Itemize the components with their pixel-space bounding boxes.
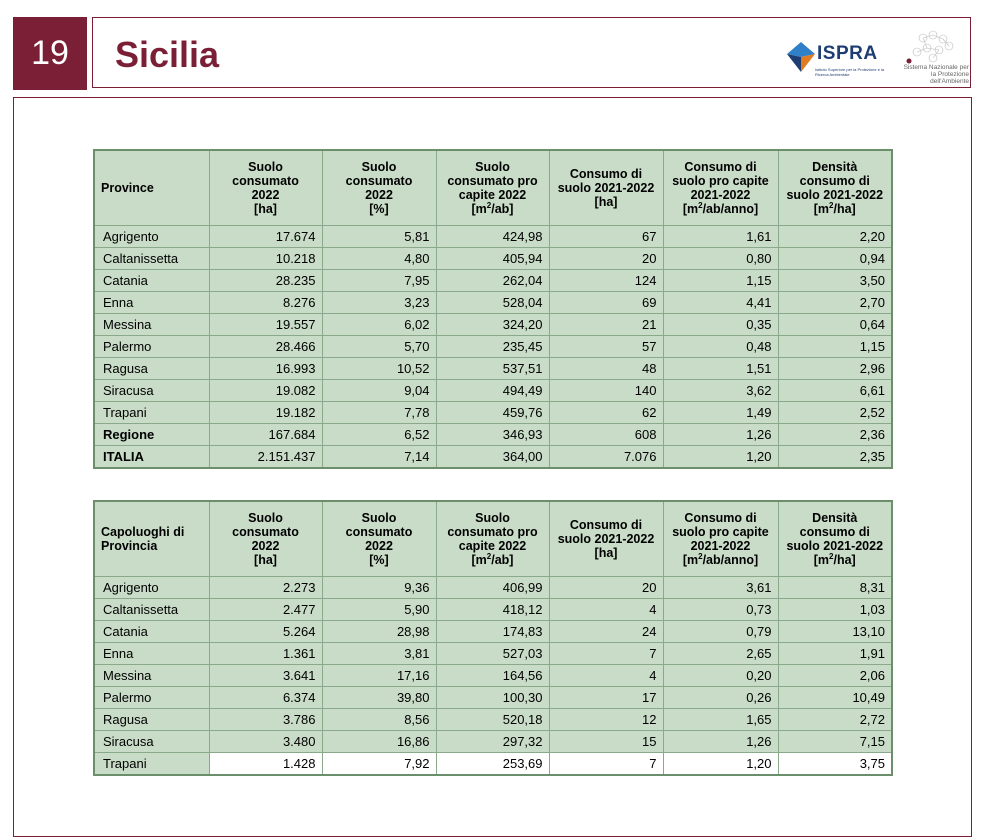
table-cell: 2,52 <box>778 401 892 423</box>
table-cell: 28,98 <box>322 620 436 642</box>
table-cell: 1,91 <box>778 642 892 664</box>
table-cell: 9,36 <box>322 576 436 598</box>
table-row <box>94 247 892 269</box>
table-cell: 0,64 <box>778 313 892 335</box>
table-cell: 62 <box>549 401 663 423</box>
table-cell: 418,12 <box>436 598 549 620</box>
column-header: Consumo di suolo 2021-2022 [ha] <box>549 150 663 225</box>
table-cell: 0,26 <box>663 686 778 708</box>
table-cell: 2.477 <box>209 598 322 620</box>
table-cell: 297,32 <box>436 730 549 752</box>
table-row <box>94 686 892 708</box>
table-cell: 0,48 <box>663 335 778 357</box>
table-cell: 7,92 <box>322 752 436 775</box>
table-cell: 7,15 <box>778 730 892 752</box>
table-row <box>94 730 892 752</box>
column-header: Suolo consumato 2022 [ha] <box>209 501 322 576</box>
row-label: ITALIA <box>94 445 209 468</box>
table-cell: 0,20 <box>663 664 778 686</box>
table-cell: 69 <box>549 291 663 313</box>
table-cell: 1,26 <box>663 423 778 445</box>
table-row <box>94 269 892 291</box>
table-cell: 164,56 <box>436 664 549 686</box>
table-cell: 16.993 <box>209 357 322 379</box>
table-cell: 3,61 <box>663 576 778 598</box>
column-header: Capoluoghi di Provincia <box>94 501 209 576</box>
column-header: Densità consumo di suolo 2021-2022 $[m^2/ha]$ <box>778 501 892 576</box>
table-cell: 21 <box>549 313 663 335</box>
snpa-network-icon <box>903 30 963 64</box>
chapter-number: 19 <box>13 17 87 90</box>
table-cell: 0,73 <box>663 598 778 620</box>
row-label: Palermo <box>94 686 209 708</box>
table-cell: 124 <box>549 269 663 291</box>
row-label: Messina <box>94 313 209 335</box>
province-table <box>93 149 893 469</box>
table-cell: 167.684 <box>209 423 322 445</box>
table-cell: 2,35 <box>778 445 892 468</box>
table-cell: 19.182 <box>209 401 322 423</box>
table-cell: 8.276 <box>209 291 322 313</box>
table-cell: 2.151.437 <box>209 445 322 468</box>
row-label: Siracusa <box>94 730 209 752</box>
header-bar <box>92 17 971 88</box>
table-cell: 10,49 <box>778 686 892 708</box>
table-cell: 7,78 <box>322 401 436 423</box>
table-cell: 17,16 <box>322 664 436 686</box>
table-cell: 6,52 <box>322 423 436 445</box>
table-cell: 13,10 <box>778 620 892 642</box>
row-label: Ragusa <box>94 708 209 730</box>
table-cell: 1,20 <box>663 445 778 468</box>
table-row <box>94 357 892 379</box>
table-cell: 12 <box>549 708 663 730</box>
row-label: Palermo <box>94 335 209 357</box>
table-cell: 100,30 <box>436 686 549 708</box>
table-cell: 1,61 <box>663 225 778 247</box>
capoluoghi-table <box>93 500 893 776</box>
table-cell: 0,35 <box>663 313 778 335</box>
row-label: Enna <box>94 291 209 313</box>
table-cell: 67 <box>549 225 663 247</box>
table-cell: 15 <box>549 730 663 752</box>
table-cell: 5,90 <box>322 598 436 620</box>
table-header-row <box>94 501 892 576</box>
table-cell: 424,98 <box>436 225 549 247</box>
table-header-row <box>94 150 892 225</box>
table-cell: 1,15 <box>663 269 778 291</box>
table-cell: 6,02 <box>322 313 436 335</box>
table-cell: 3.786 <box>209 708 322 730</box>
ispra-wordmark: ISPRA <box>817 43 878 64</box>
table-cell: 17.674 <box>209 225 322 247</box>
table-cell: 2,06 <box>778 664 892 686</box>
ispra-logo <box>787 40 885 86</box>
table-cell: 8,56 <box>322 708 436 730</box>
table-cell: 7.076 <box>549 445 663 468</box>
table-cell: 1,26 <box>663 730 778 752</box>
column-header: Province <box>94 150 209 225</box>
column-header: Densità consumo di suolo 2021-2022 $[m^2/ha]$ <box>778 150 892 225</box>
table-cell: 4,41 <box>663 291 778 313</box>
table-cell: 2,36 <box>778 423 892 445</box>
table-cell: 16,86 <box>322 730 436 752</box>
table-cell: 9,04 <box>322 379 436 401</box>
table-cell: 0,80 <box>663 247 778 269</box>
table-row <box>94 708 892 730</box>
table-cell: 20 <box>549 576 663 598</box>
table-cell: 3,50 <box>778 269 892 291</box>
column-header: Suolo consumato 2022 [ha] <box>209 150 322 225</box>
table-cell: 57 <box>549 335 663 357</box>
table-cell: 7,95 <box>322 269 436 291</box>
table-cell: 4,80 <box>322 247 436 269</box>
row-label: Trapani <box>94 752 209 775</box>
table-row <box>94 335 892 357</box>
row-label: Siracusa <box>94 379 209 401</box>
page-title: Sicilia <box>115 34 220 75</box>
row-label: Agrigento <box>94 225 209 247</box>
table-cell: 39,80 <box>322 686 436 708</box>
column-header: Consumo di suolo 2021-2022 [ha] <box>549 501 663 576</box>
table-cell: 1.361 <box>209 642 322 664</box>
table-cell: 174,83 <box>436 620 549 642</box>
table-cell: 5,70 <box>322 335 436 357</box>
table-cell: 3.480 <box>209 730 322 752</box>
table-row <box>94 225 892 247</box>
table-cell: 10,52 <box>322 357 436 379</box>
table-cell: 7 <box>549 642 663 664</box>
table-cell: 1.428 <box>209 752 322 775</box>
table-cell: 527,03 <box>436 642 549 664</box>
table-cell: 8,31 <box>778 576 892 598</box>
table-cell: 608 <box>549 423 663 445</box>
table-cell: 253,69 <box>436 752 549 775</box>
table-cell: 4 <box>549 598 663 620</box>
table-cell: 2,96 <box>778 357 892 379</box>
ispra-diamond-icon <box>787 42 815 72</box>
table-row <box>94 379 892 401</box>
column-header: Suolo consumato 2022 [%] <box>322 501 436 576</box>
table-cell: 1,03 <box>778 598 892 620</box>
table-cell: 28.235 <box>209 269 322 291</box>
table-cell: 6.374 <box>209 686 322 708</box>
table-cell: 28.466 <box>209 335 322 357</box>
table-cell: 7,14 <box>322 445 436 468</box>
table-cell: 0,94 <box>778 247 892 269</box>
row-label: Catania <box>94 269 209 291</box>
table-row <box>94 401 892 423</box>
column-header: Consumo di suolo pro capite 2021-2022 $[m^2/ab/anno]$ <box>663 501 778 576</box>
table-cell: 3,62 <box>663 379 778 401</box>
row-label: Enna <box>94 642 209 664</box>
table-cell: 3.641 <box>209 664 322 686</box>
table-cell: 1,49 <box>663 401 778 423</box>
table-cell: 0,79 <box>663 620 778 642</box>
table-cell: 324,20 <box>436 313 549 335</box>
table-cell: 405,94 <box>436 247 549 269</box>
row-label: Regione <box>94 423 209 445</box>
table-cell: 5,81 <box>322 225 436 247</box>
column-header: Suolo consumato pro capite 2022 $[m^2/ab]$ <box>436 150 549 225</box>
table-cell: 2,70 <box>778 291 892 313</box>
table-cell: 2,65 <box>663 642 778 664</box>
table-row <box>94 576 892 598</box>
table-row <box>94 313 892 335</box>
table-cell: 19.082 <box>209 379 322 401</box>
table-cell: 346,93 <box>436 423 549 445</box>
table-row <box>94 642 892 664</box>
table-cell: 1,15 <box>778 335 892 357</box>
row-label: Catania <box>94 620 209 642</box>
column-header: Suolo consumato 2022 [%] <box>322 150 436 225</box>
table-cell: 459,76 <box>436 401 549 423</box>
ispra-subtitle: Istituto Superiore per la Protezione e la Ricerca Ambientale <box>815 67 885 77</box>
table-cell: 6,61 <box>778 379 892 401</box>
table-cell: 10.218 <box>209 247 322 269</box>
table-cell: 3,75 <box>778 752 892 775</box>
table-cell: 528,04 <box>436 291 549 313</box>
table-cell: 3,81 <box>322 642 436 664</box>
table-row <box>94 598 892 620</box>
table-cell: 2,72 <box>778 708 892 730</box>
table-cell: 2,20 <box>778 225 892 247</box>
table-row <box>94 620 892 642</box>
column-header: Consumo di suolo pro capite 2021-2022 $[m^2/ab/anno]$ <box>663 150 778 225</box>
table-cell: 7 <box>549 752 663 775</box>
table-cell: 364,00 <box>436 445 549 468</box>
table-cell: 17 <box>549 686 663 708</box>
table-cell: 4 <box>549 664 663 686</box>
row-label: Trapani <box>94 401 209 423</box>
column-header: Suolo consumato pro capite 2022 $[m^2/ab]$ <box>436 501 549 576</box>
table-cell: 1,51 <box>663 357 778 379</box>
table-cell: 537,51 <box>436 357 549 379</box>
table-cell: 1,20 <box>663 752 778 775</box>
row-label: Ragusa <box>94 357 209 379</box>
table-cell: 494,49 <box>436 379 549 401</box>
table-cell: 48 <box>549 357 663 379</box>
table-cell: 520,18 <box>436 708 549 730</box>
table-cell: 24 <box>549 620 663 642</box>
table-cell: 1,65 <box>663 708 778 730</box>
snpa-subtitle: Sistema Nazionale per la Protezione dell'Ambiente <box>903 64 969 85</box>
table-cell: 262,04 <box>436 269 549 291</box>
row-label: Agrigento <box>94 576 209 598</box>
table-cell: 19.557 <box>209 313 322 335</box>
table-row <box>94 445 892 468</box>
table-cell: 3,23 <box>322 291 436 313</box>
row-label: Caltanissetta <box>94 247 209 269</box>
table-cell: 406,99 <box>436 576 549 598</box>
row-label: Messina <box>94 664 209 686</box>
snpa-logo <box>893 30 968 84</box>
table-cell: 20 <box>549 247 663 269</box>
table-row <box>94 291 892 313</box>
table-row <box>94 423 892 445</box>
table-row <box>94 752 892 775</box>
table-cell: 2.273 <box>209 576 322 598</box>
table-cell: 235,45 <box>436 335 549 357</box>
row-label: Caltanissetta <box>94 598 209 620</box>
table-cell: 5.264 <box>209 620 322 642</box>
table-row <box>94 664 892 686</box>
table-cell: 140 <box>549 379 663 401</box>
